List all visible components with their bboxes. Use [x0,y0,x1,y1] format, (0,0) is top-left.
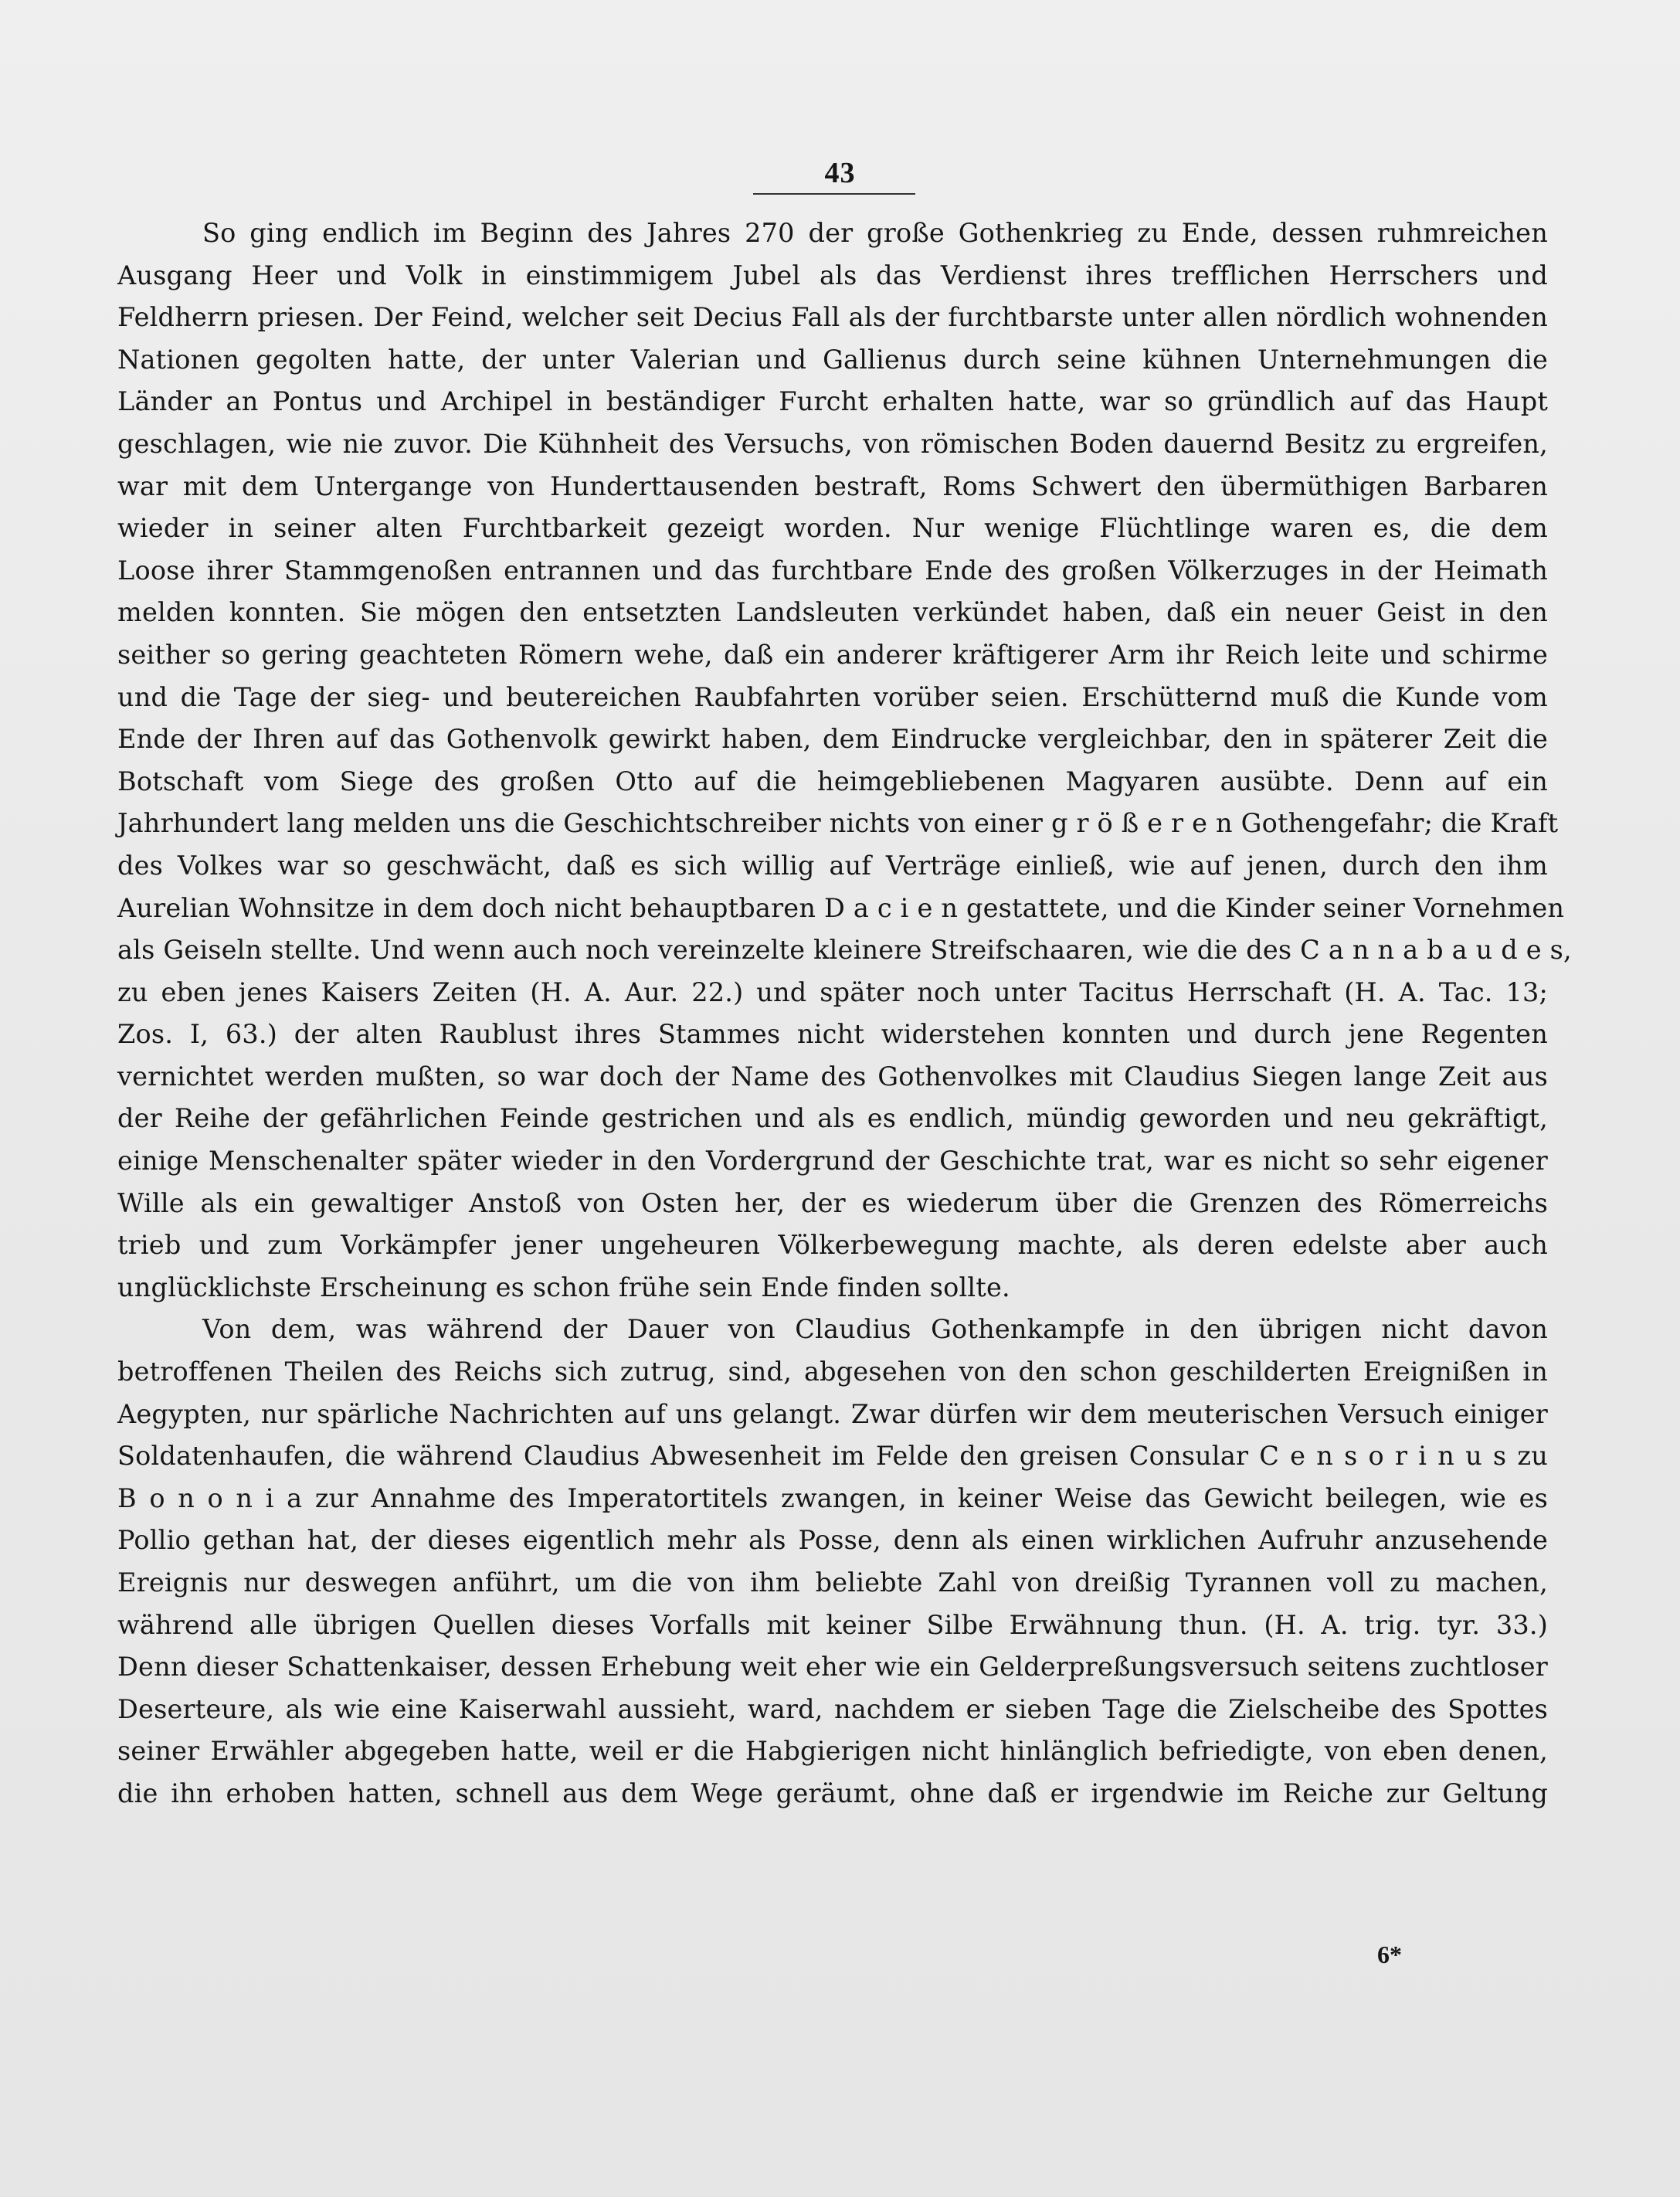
text-line: Ereignis nur deswegen anführt, um die von ihm beliebte Zahl von dreißig Tyrannen voll zu machen, [117,1567,1548,1598]
text-line: trieb und zum Vorkämpfer jener ungeheuren Völkerbewegung machte, als deren edelste aber auch [117,1230,1548,1261]
text-line: der Reihe der gefährlichen Feinde gestrichen und als es endlich, mündig geworden und neu gekräftigt, [117,1103,1548,1134]
text-line: betroffenen Theilen des Reichs sich zutrug, sind, abgesehen von den schon geschilderten Ereignißen in [117,1357,1548,1387]
text-line: Loose ihrer Stammgenoßen entrannen und das furchtbare Ende des großen Völkerzuges in der Heimath [117,555,1548,586]
text-line: Botschaft vom Siege des großen Otto auf die heimgebliebenen Magyaren ausübte. Denn auf ein [117,766,1548,796]
text-line: B o n o n i a zur Annahme des Imperatortitels zwangen, in keiner Weise das Gewicht beilegen, wie es [117,1482,1548,1513]
paragraph-1 [117,212,1572,1309]
text-line: Ende der Ihren auf das Gothenvolk gewirkt haben, dem Eindrucke vergleichbar, den in späterer Zeit die [117,724,1548,755]
text-line: seither so gering geachteten Römern wehe, daß ein anderer kräftigerer Arm ihr Reich leite und schirme [117,639,1548,670]
paragraph-2 [117,1309,1548,1815]
text-line: die ihn erhoben hatten, schnell aus dem Wege geräumt, ohne daß er irgendwie im Reiche zur Geltung [117,1778,1548,1808]
body-text [117,212,1572,1815]
text-line: seiner Erwähler abgegeben hatte, weil er die Habgierigen nicht hinlänglich befriedigte, von eben denen, [117,1736,1548,1767]
text-line: unglücklichste Erscheinung es schon frühe sein Ende finden sollte. [117,1272,1010,1302]
text-line: einige Menschenalter später wieder in den Vordergrund der Geschichte trat, war es nicht so sehr eigener [117,1146,1548,1177]
text-line: Aurelian Wohnsitze in dem doch nicht behauptbaren D a c i e n gestattete, und die Kinder seiner Vornehmen [117,892,1565,923]
text-line: Ausgang Heer und Volk in einstimmigem Jubel als das Verdienst ihres trefflichen Herrschers und [117,260,1548,290]
header-rule [753,193,915,195]
text-line: vernichtet werden mußten, so war doch der Name des Gothenvolkes mit Claudius Siegen lange Zeit aus [117,1061,1548,1092]
text-line: als Geiseln stellte. Und wenn auch noch vereinzelte kleinere Streifschaaren, wie die des C a n n a b a u d e s, [117,935,1572,966]
text-line: Von dem, was während der Dauer von Claudius Gothenkampfe in den übrigen nicht davon [202,1314,1548,1345]
text-line: Feldherrn priesen. Der Feind, welcher seit Decius Fall als der furchtbarste unter allen nördlich wohnenden [117,302,1548,333]
text-line: Zos. I, 63.) der alten Raublust ihres Stammes nicht widerstehen konnten und durch jene Regenten [117,1019,1548,1050]
text-line: Jahrhundert lang melden uns die Geschichtschreiber nichts von einer g r ö ß e r e n Gothengefahr; die Kraft [117,808,1559,839]
text-line: war mit dem Untergange von Hunderttausenden bestraft, Roms Schwert den übermüthigen Barbaren [117,470,1548,501]
text-line: melden konnten. Sie mögen den entsetzten Landsleuten verkündet haben, daß ein neuer Geist in den [117,597,1548,628]
text-line: Denn dieser Schattenkaiser, dessen Erhebung weit eher wie ein Gelderpreßungsversuch seitens zuchtloser [117,1652,1548,1683]
text-line: Aegypten, nur spärliche Nachrichten auf uns gelangt. Zwar dürfen wir dem meuterischen Versuch einiger [117,1398,1548,1429]
text-line: des Volkes war so geschwächt, daß es sich willig auf Verträge einließ, wie auf jenen, durch den ihm [117,850,1548,881]
text-line: wieder in seiner alten Furchtbarkeit gezeigt worden. Nur wenige Flüchtlinge waren es, die dem [117,513,1548,544]
text-line: geschlagen, wie nie zuvor. Die Kühnheit des Versuchs, von römischen Boden dauernd Besitz zu ergreifen, [117,428,1548,459]
text-line: Wille als ein gewaltiger Anstoß von Osten her, der es wiederum über die Grenzen des Römerreichs [117,1187,1548,1218]
text-line: Pollio gethan hat, der dieses eigentlich mehr als Posse, denn als einen wirklichen Aufruhr anzusehende [117,1525,1548,1556]
text-line: Länder an Pontus und Archipel in beständiger Furcht erhalten hatte, war so gründlich auf das Haupt [117,386,1548,417]
signature-mark: 6* [1377,1941,1402,1968]
text-line: So ging endlich im Beginn des Jahres 270 der große Gothenkrieg zu Ende, dessen ruhmreichen [202,218,1548,248]
text-line: zu eben jenes Kaisers Zeiten (H. A. Aur. 22.) und später noch unter Tacitus Herrschaft (H. A. Tac. 13; [117,976,1548,1007]
text-line: Nationen gegolten hatte, der unter Valerian und Gallienus durch seine kühnen Unternehmungen die [117,344,1548,375]
text-line: während alle übrigen Quellen dieses Vorfalls mit keiner Silbe Erwähnung thun. (H. A. trig. tyr. 33.) [117,1609,1548,1640]
text-line: und die Tage der sieg- und beutereichen Raubfahrten vorüber seien. Erschütternd muß die Kunde vom [117,681,1548,712]
text-line: Soldatenhaufen, die während Claudius Abwesenheit im Felde den greisen Consular C e n s o r i n u s zu [117,1441,1548,1472]
page-number: 43 [824,157,856,189]
text-line: Deserteure, als wie eine Kaiserwahl aussieht, ward, nachdem er sieben Tage die Zielscheibe des Spottes [117,1693,1548,1724]
